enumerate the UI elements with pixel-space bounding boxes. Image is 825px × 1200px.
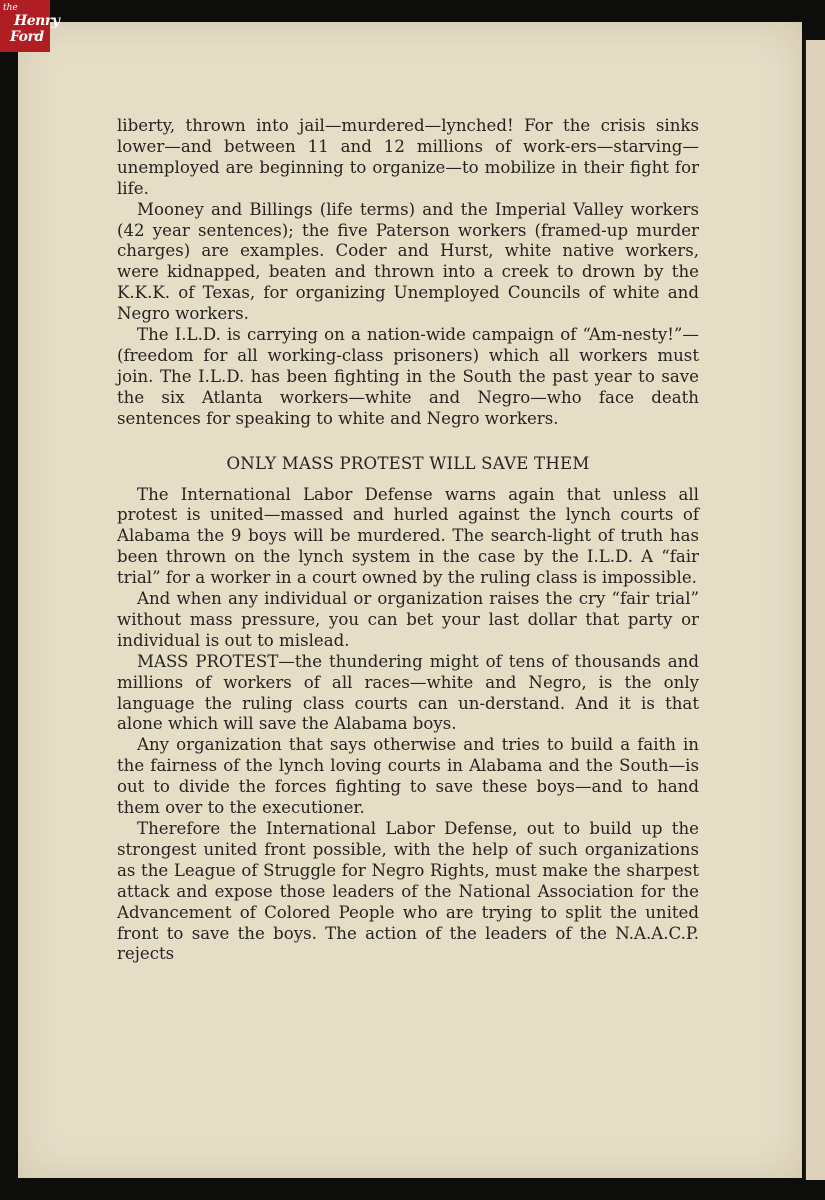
logo-henry-text: Henry xyxy=(14,13,60,29)
henry-ford-logo xyxy=(0,0,60,52)
section-heading: ONLY MASS PROTEST WILL SAVE THEM xyxy=(226,453,590,473)
paragraph: liberty, thrown into jail—murdered—lynched! For the crisis sinks lower—and between 11 and 12 millions of work-ers—starving—unemployed are beginning to organize—to mobilize in their fight for life. xyxy=(117,116,699,198)
paragraph: Mooney and Billings (life terms) and the Imperial Valley workers (42 year sentences); the five Paterson workers (framed-up murder charges) are examples. Coder and Hurst, white native workers, were kidnapped, beaten and thrown into a creek to drown by the K.K.K. of Texas, for organizing Unemployed Councils of white and Negro workers. xyxy=(117,199,699,324)
paragraph: Therefore the International Labor Defense, out to build up the strongest united front possible, with the help of such organizations as the League of Struggle for Negro Rights, must make the sharpest attack and expose those leaders of the National Association for the Advancement of Colored People who are trying to split the united front to save the boys. The action of the leaders of the N.A.A.C.P. rejects xyxy=(117,819,699,964)
logo-the-text: the xyxy=(3,3,18,13)
paragraph: Any organization that says otherwise and tries to build a faith in the fairness of the lynch loving courts in Alabama and the South—is out to divide the forces fighting to save these boys—and to hand them over to the executioner. xyxy=(117,735,699,818)
logo-ford-text: Ford xyxy=(10,29,44,45)
paragraph: And when any individual or organization raises the cry “fair trial” without mass pressure, you can bet your last dollar that party or individual is out to mislead. xyxy=(117,589,699,650)
paragraph: The International Labor Defense warns again that unless all protest is united—massed and hurled against the lynch courts of Alabama the 9 boys will be murdered. The search-light of truth has been thrown on the lynch system in the case by the I.L.D. A “fair trial” for a worker in a court owned by the ruling class is impossible. xyxy=(117,484,699,588)
paragraph: The I.L.D. is carrying on a nation-wide campaign of “Am-nesty!”—(freedom for all working-class prisoners) which all workers must join. The I.L.D. has been fighting in the South the past year to save the six Atlanta workers—white and Negro—who face death sentences for speaking to white and Negro workers. xyxy=(117,325,699,428)
paragraph: MASS PROTEST—the thundering might of tens of thousands and millions of workers of all races—white and Negro, is the only language the ruling class courts can un-derstand. And it is that alone which will save the Alabama boys. xyxy=(117,651,699,734)
document-body xyxy=(117,116,699,965)
adjacent-page-edge xyxy=(804,40,825,1180)
